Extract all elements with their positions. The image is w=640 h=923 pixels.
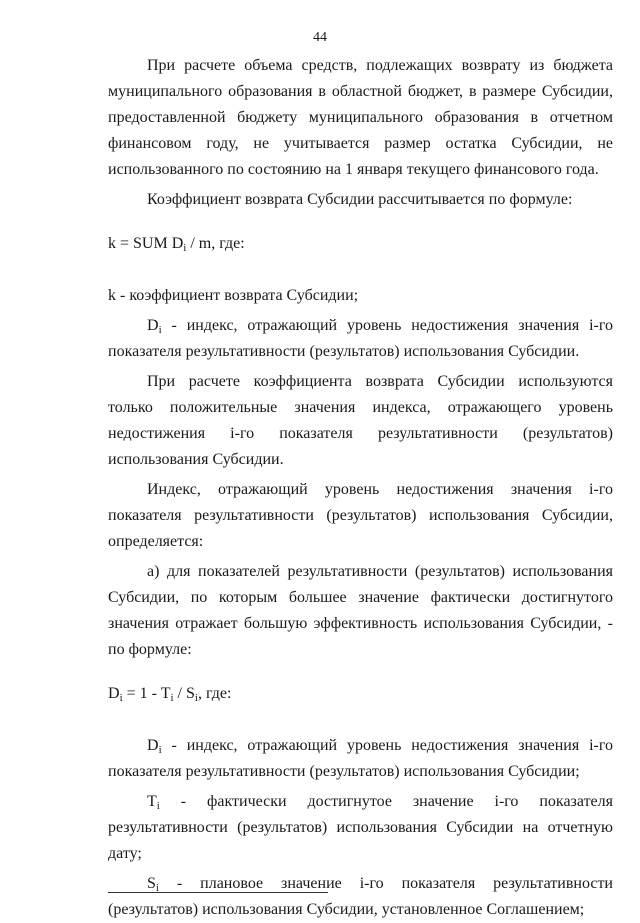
definition-di-second [108,733,613,785]
formula-text: D [108,685,120,702]
formula-text: / S [173,685,195,702]
definition-ti [108,789,613,867]
document-body [108,53,613,923]
formula-text: k = SUM D [108,235,184,252]
symbol: D [147,737,159,754]
formula-coefficient [108,231,613,257]
paragraph-case-a: а) для показателей результативности (результатов) использования Субсидии, по которым большее значение фактически достигнутого значения отражает большую эффективность использования Субсидии, - по формуле: [108,563,613,658]
symbol-subscript: i [156,800,160,812]
symbol-subscript: i [155,882,159,894]
paragraph-positive-values: При расчете коэффициента возврата Субсидии используются только положительные значения индекса, отражающего уровень недостижения i-го показателя результативности (результатов) использования Субсидии. [108,373,613,468]
formula-text: , где: [197,685,232,702]
paragraph-coefficient-intro: Коэффициент возврата Субсидии рассчитывается по формуле: [147,191,573,208]
page-number: 44 [313,30,327,45]
definition-text: - индекс, отражающий уровень недостижения значения i-го показателя результативности (результатов) использования Субсидии; [108,737,613,780]
formula-subscript: i [170,692,174,704]
symbol: D [147,317,159,334]
paragraph-return-amount: При расчете объема средств, подлежащих возврату из бюджета муниципального образования в областной бюджет, в размере Субсидии, предоставленной бюджету муниципального образования в отчетном финансовом году, не учитывается размер остатка Субсидии, не использованного по состоянию на 1 января текущего финансового года. [108,57,613,178]
symbol-subscript: i [158,324,162,336]
definition-text: - фактически достигнутое значение i-го показателя результативности (результатов) использования Субсидии на отчетную дату; [108,793,613,862]
symbol-subscript: i [158,744,162,756]
formula-subscript: i [194,692,198,704]
formula-text: = 1 - T [122,685,171,702]
formula-subscript: i [183,242,187,254]
symbol: S [147,875,156,892]
footnote-divider [108,892,328,893]
definition-si [108,871,613,923]
definition-text: - индекс, отражающий уровень недостижения значения i-го показателя результативности (результатов) использования Субсидии. [108,317,613,360]
definition-k: k - коэффициент возврата Субсидии; [108,287,359,304]
formula-index [108,681,613,707]
symbol: T [147,793,157,810]
paragraph-index-definition: Индекс, отражающий уровень недостижения значения i-го показателя результативности (результатов) использования Субсидии, определяется: [108,481,613,550]
definition-di [108,313,613,365]
definition-text: - плановое значение i-го показателя результативности (результатов) использования Субсидии, установленное Соглашением; [108,875,613,918]
formula-subscript: i [119,692,123,704]
formula-text: / m, где: [186,235,245,252]
